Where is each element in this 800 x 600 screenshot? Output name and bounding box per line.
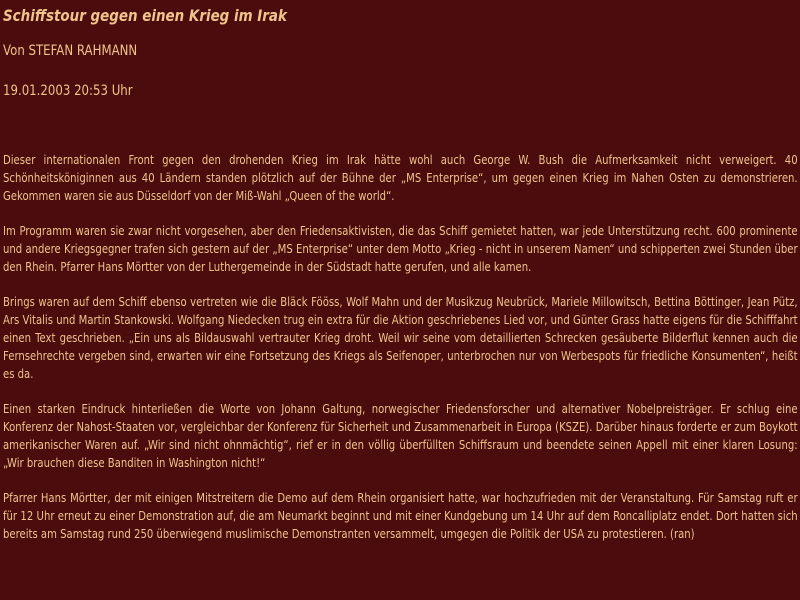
article-datetime: 19.01.2003 20:53 Uhr	[3, 83, 133, 99]
article-paragraph: Pfarrer Hans Mörtter, der mit einigen Mitstreitern die Demo auf dem Rhein organisiert hatte, war hochzufrieden mit der Veranstaltung. Für Samstag ruft er für 12 Uhr erneut zu einer Demonstration auf, die am Neumarkt beginnt und mit einer Kundgebung um 14 Uhr auf dem Roncalliplatz endet. Dort hatten sich bereits am Samstag rund 250 überwiegend muslimische Demonstranten versammelt, umgegen die Politik der USA zu protestieren. (ran)	[3, 491, 798, 541]
article-paragraph: Dieser internationalen Front gegen den drohenden Krieg im Irak hätte wohl auch George W. Bush die Aufmerksamkeit nicht verweigert. 40 Schönheitsköniginnen aus 40 Ländern standen plötzlich auf der Bühne der „MS Enterprise“, um gegen einen Krieg im Nahen Osten zu demonstrieren. Gekommen waren sie aus Düsseldorf von der Miß-Wahl „Queen of the world“.	[3, 153, 798, 203]
article-paragraph: Einen starken Eindruck hinterließen die Worte von Johann Galtung, norwegischer Friedensforscher und alternativer Nobelpreisträger. Er schlug eine Konferenz der Nahost-Staaten vor, vergleichbar der Konferenz für Sicherheit und Zusammenarbeit in Europa (KSZE). Darüber hinaus forderte er zum Boykott amerikanischer Waren auf. „Wir sind nicht ohnmächtig“, rief er in den völlig überfüllten Schiffsraum und beendete seinen Appell mit einer klaren Losung: „Wir brauchen diese Banditen in Washington nicht!“	[3, 402, 798, 470]
article-body	[3, 151, 798, 560]
article-title: Schiffstour gegen einen Krieg im Irak	[3, 6, 287, 25]
article-paragraph: Brings waren auf dem Schiff ebenso vertreten wie die Bläck Fööss, Wolf Mahn und der Musikzug Neubrück, Mariele Millowitsch, Bettina Böttinger, Jean Pütz, Ars Vitalis und Martin Stankowski. Wolfgang Niedecken trug ein extra für die Aktion geschriebenes Lied vor, und Günter Grass hatte eigens für die Schifffahrt einen Text geschrieben. „Ein uns als Bildauswahl vertrauter Krieg droht. Weil wir seine vom detaillierten Schrecken gesäuberte Bilderflut kennen auch die Fernsehrechte vergeben sind, erwarten wir eine Fortsetzung des Kriegs als Seifenoper, unterbrochen nur von Werbespots für friedliche Konsumenten“, heißt es da.	[3, 295, 798, 381]
article-paragraph: Im Programm waren sie zwar nicht vorgesehen, aber den Friedensaktivisten, die das Schiff gemietet hatten, war jede Unterstützung recht. 600 prominente und andere Kriegsgegner trafen sich gestern auf der „MS Enterprise“ unter dem Motto „Krieg - nicht in unserem Namen“ und schipperten zwei Stunden über den Rhein. Pfarrer Hans Mörtter von der Luthergemeinde in der Südstadt hatte gerufen, und alle kamen.	[3, 224, 798, 274]
article-author: Von STEFAN RAHMANN	[3, 43, 138, 59]
